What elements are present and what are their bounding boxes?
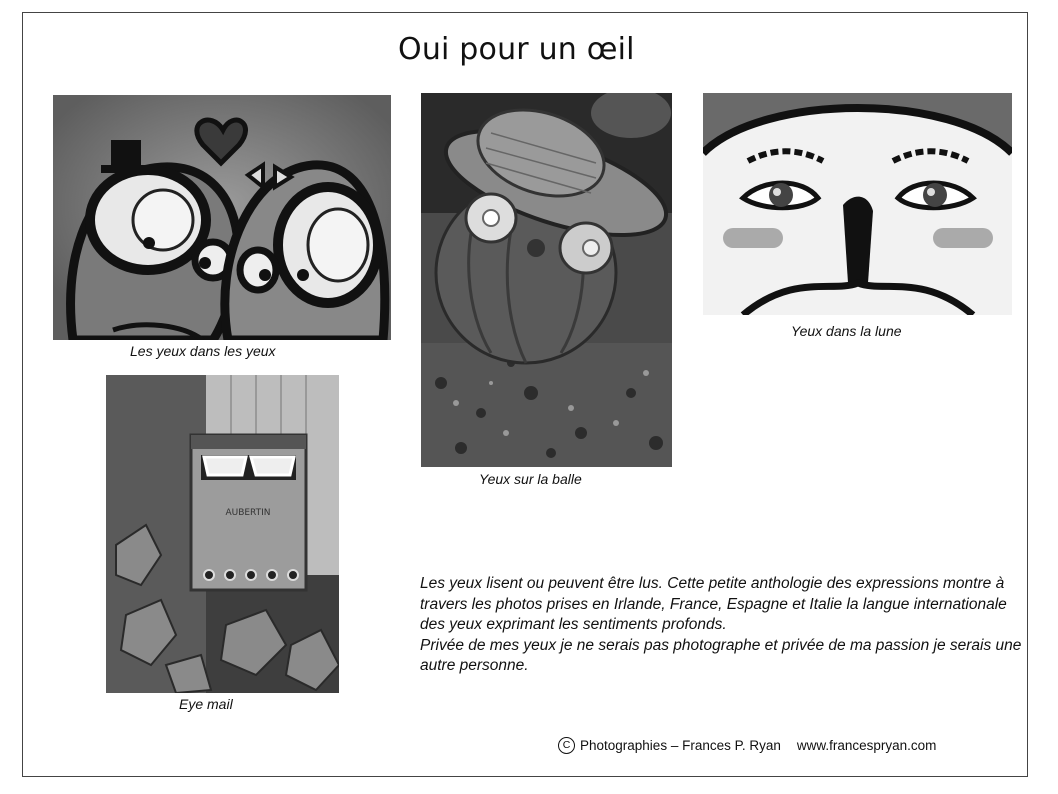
photo-graffiti-eyes <box>53 95 391 340</box>
credits-line <box>558 737 936 754</box>
page-title: Oui pour un œil <box>398 32 635 67</box>
caption-eye-mail: Eye mail <box>179 696 233 712</box>
description-paragraph-1: Les yeux lisent ou peuvent être lus. Cette petite anthologie des expressions montre à travers les photos prises en Irlande, France, Espagne et Italie la langue internationale des yeux exprimant les sentiments profonds. <box>420 575 1007 633</box>
caption-pumpkin-eyes: Yeux sur la balle <box>479 471 582 487</box>
description-paragraph-2: Privée de mes yeux je ne serais pas photographe et privée de ma passion je serais une autre personne. <box>420 636 1022 674</box>
photo-eye-mail <box>106 375 339 693</box>
description-text <box>420 574 1030 677</box>
copyright-icon: C <box>558 737 575 754</box>
mailbox-plate: AUBERTIN <box>225 508 271 518</box>
photo-pumpkin-eyes <box>421 93 672 467</box>
website-link[interactable]: www.francespryan.com <box>796 738 937 753</box>
caption-graffiti-eyes: Les yeux dans les yeux <box>130 343 276 359</box>
credits-text: Photographies – Frances P. Ryan <box>580 738 781 753</box>
photo-moon-face <box>703 93 1012 315</box>
caption-moon-face: Yeux dans la lune <box>791 323 902 339</box>
